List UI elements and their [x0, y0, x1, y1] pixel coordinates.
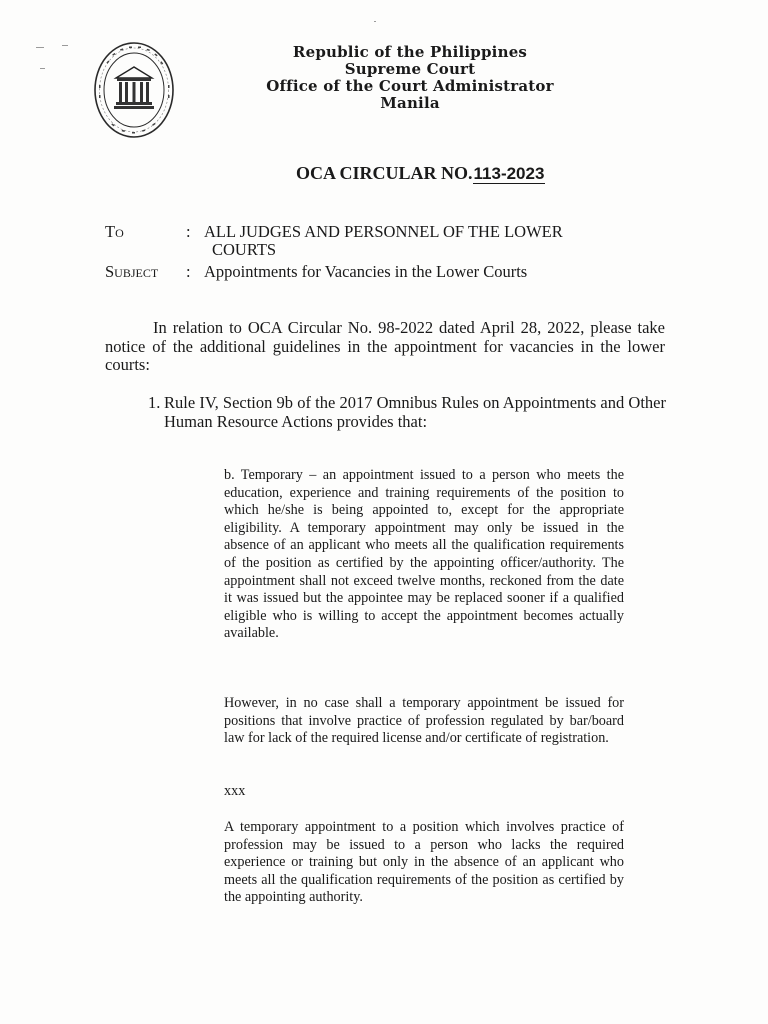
to-label: To [105, 222, 124, 241]
scan-speck [36, 47, 44, 48]
letterhead [250, 44, 570, 112]
scan-speck [40, 68, 45, 69]
subject-colon: : [186, 262, 191, 281]
list-item-number: 1. [148, 393, 161, 412]
letterhead-supreme-court: Supreme Court [344, 60, 476, 78]
to-colon: : [186, 222, 191, 241]
quote-temporary-definition: b. Temporary – an appointment issued to a person who meets the education, experience and training requirements of the position to which he/she is being appointed to, except for the appropriate eligibility. A temporary appointment may only be issued in the absence of an applicant who meets all the qualification requirements of the position as certified by the appointing officer/authority. The appointment shall not exceed twelve months, reckoned from the date it was issued but the appointee may be replaced sooner if a qualified eligible who is willing to accept the appointment becomes actually available. [224, 467, 624, 642]
court-administrator-seal-icon [92, 40, 176, 140]
to-value-line1: ALL JUDGES AND PERSONNEL OF THE LOWER [204, 222, 563, 241]
circular-number: 113-2023 [473, 164, 545, 183]
circular-prefix: OCA CIRCULAR NO. [296, 163, 473, 183]
list-item-text: Rule IV, Section 9b of the 2017 Omnibus Rules on Appointments and Other Human Resource Actions provides that: [164, 393, 666, 431]
subject-value: Appointments for Vacancies in the Lower Courts [204, 262, 528, 281]
subject-label: Subject [105, 262, 159, 281]
quote-omission: xxx [224, 783, 246, 799]
quote-temporary-profession: A temporary appointment to a position which involves practice of profession may be issued to a person who lacks the required experience or training but only in the absence of an applicant who meets all the qualification requirements of the position as certified by the appointing authority. [224, 819, 624, 906]
scan-speck [374, 21, 376, 22]
scan-speck [62, 45, 68, 46]
circular-title [296, 163, 545, 184]
intro-paragraph: In relation to OCA Circular No. 98-2022 dated April 28, 2022, please take notice of the additional guidelines in the appointment for vacancies in the lower courts: [105, 318, 665, 375]
letterhead-city: Manila [380, 94, 440, 112]
quote-however: However, in no case shall a temporary appointment be issued for positions that involve practice of profession regulated by bar/board law for lack of the required license and/or certificate of registration. [224, 695, 624, 747]
letterhead-republic: Republic of the Philippines [292, 43, 528, 61]
letterhead-office: Office of the Court Administrator [266, 77, 554, 95]
to-value-line2: COURTS [212, 240, 277, 259]
